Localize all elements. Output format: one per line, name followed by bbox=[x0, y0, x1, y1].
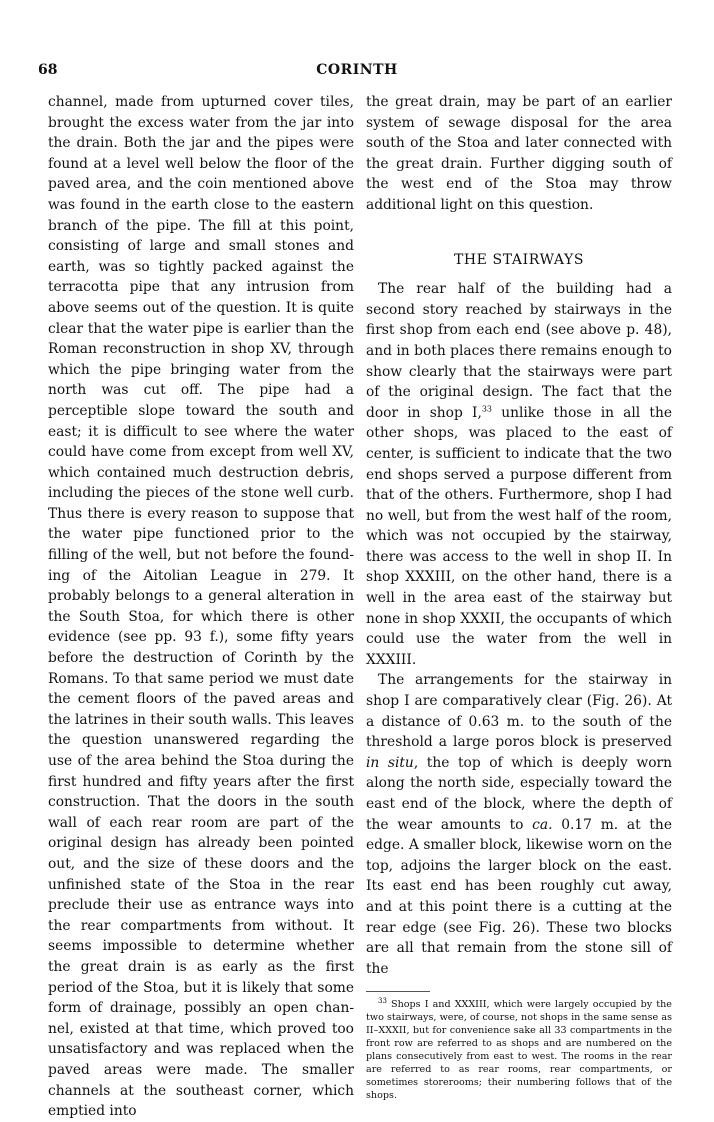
paragraph-text: unlike those in all the other shops, was placed to the east of center, is sufficient to indicate that the two end shops served a purpose different from that of the others. Furthermore, shop I had no well, but from the west half of the room, which was not occupied by the stairway, there was access to the well in shop II. In shop XXXIII, on the other hand, there is a well in the area east of the stairway but none in shop XXXII, the occupants of which could use the water from the well in XXXIII. bbox=[366, 404, 673, 668]
italic-term: in situ bbox=[366, 754, 414, 771]
page-number: 68 bbox=[38, 62, 58, 78]
footnote-number: 33 bbox=[378, 997, 387, 1006]
left-column bbox=[48, 92, 354, 1122]
body-paragraph bbox=[366, 670, 672, 979]
paragraph-text: , the top of which is deeply worn along the north side, especially toward the east end of the block, where the depth of the wear amounts to bbox=[366, 754, 672, 833]
paragraph-text: 0.17 m. at the edge. A smaller block, likewise worn on the top, adjoins the larger block on the east. Its east end has been roughly cut away, and at this point there is a cutting at the rear edge (see Fig. 26). These two blocks are all that remain from the stone sill of the bbox=[366, 816, 672, 977]
body-paragraph: channel, made from upturned cover tiles, brought the excess water from the jar into the drain. Both the jar and the pipes were found at a level well below the floor of the paved area, and the coin mentioned above was found in the earth close to the eastern branch of the pipe. The fill at this point, consisting of large and small stones and earth, was so tightly packed against the terracotta pipe that any intrusion from above seems out of the question. It is quite clear that the water pipe is earlier than the Roman reconstruction in shop XV, through which the pipe bringing water from the north was cut off. The pipe had a perceptible slope toward the south and east; it is difficult to see where the water could have come from except from well XV, which contained much destruction debris, including the pieces of the stone well curb. Thus there is every reason to suppose that the water pipe functioned prior to the filling of the well, but not before the founding of the Aitolian League in 279. It probably belongs to a general alteration in the South Stoa, for which there is other evidence (see pp. 93 f.), some fifty years before the destruction of Corinth by the Romans. To that same period we must date the cement floors of the paved areas and the latrines in their south walls. This leaves the question unanswered regarding the use of the area behind the Stoa during the first hundred and fifty years after the first construction. That the doors in the south wall of each rear room are part of the original design has already been pointed out, and the size of these doors and the unfinished state of the Stoa in the rear preclude their use as entrance ways into the rear compartments from without. It seems impossible to determine whether the great drain is as early as the first period of the Stoa, but it is likely that some form of drainage, possibly an open channel, existed at that time, which proved too unsatisfactory and was replaced when the paved areas were made. The smaller channels at the southeast corner, which emptied into bbox=[48, 94, 354, 1120]
footnote bbox=[366, 998, 672, 1102]
body-paragraph: the great drain, may be part of an earlier system of sewage disposal for the area south of the Stoa and later connected with the great drain. Further digging south of the west end of the Stoa may throw additional light on this question. bbox=[366, 94, 672, 213]
running-title: CORINTH bbox=[316, 62, 398, 78]
italic-term: ca. bbox=[532, 816, 553, 833]
body-paragraph bbox=[366, 279, 672, 670]
footnote-text: Shops I and XXXIII, which were largely occupied by the two stairways, were, of course, not shops in the same sense as II–XXXII, but for convenience sake all 33 compartments in the front row are referred to as shops and are numbered on the plans consecutively from east to west. The rooms in the rear are referred to as rear rooms, rear compartments, or sometimes storerooms; their numbering follows that of the shops. bbox=[366, 999, 672, 1102]
footnote-divider bbox=[366, 991, 430, 992]
section-heading: THE STAIRWAYS bbox=[453, 251, 585, 268]
footnote-reference[interactable]: 33 bbox=[481, 404, 493, 414]
running-header bbox=[38, 62, 676, 78]
paragraph-text: The rear half of the building had a second story reached by stairways in the first shop from each end (see above p. 48), and in both places there remains enough to show clearly that the stairways were part of the original design. The fact that the door in shop I, bbox=[366, 281, 672, 421]
right-column bbox=[366, 92, 672, 1102]
paragraph-text: The arrangements for the stairway in shop I are comparatively clear (Fig. 26). At a distance of 0.63 m. to the south of the threshold a large poros block is preserved bbox=[366, 672, 672, 751]
